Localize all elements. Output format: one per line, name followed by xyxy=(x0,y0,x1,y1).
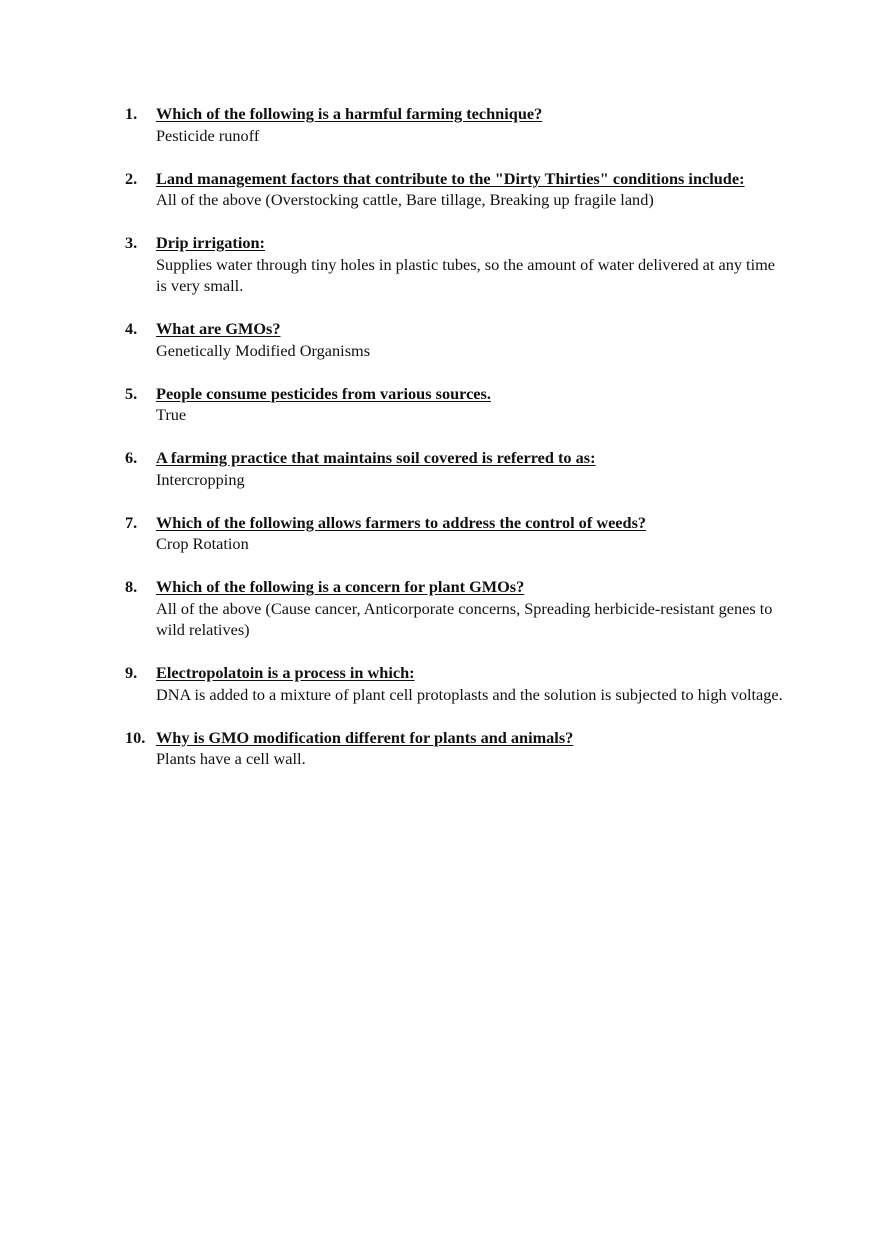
question-text: What are GMOs? xyxy=(156,319,281,338)
answer-text: All of the above (Cause cancer, Anticorporate concerns, Spreading herbicide-resistant genes to wild relatives) xyxy=(156,598,773,639)
answer-text: Intercropping xyxy=(156,469,245,489)
question-item-7 xyxy=(125,512,785,555)
question-number: 9. xyxy=(125,663,138,682)
answer-text: Genetically Modified Organisms xyxy=(156,340,371,360)
question-item-5 xyxy=(125,383,785,426)
question-item-1 xyxy=(125,103,785,146)
question-text: Which of the following is a harmful farming technique? xyxy=(156,104,543,123)
question-number: 4. xyxy=(125,319,138,338)
answer-text: All of the above (Overstocking cattle, Bare tillage, Breaking up fragile land) xyxy=(156,190,654,209)
question-text: People consume pesticides from various sources. xyxy=(156,383,491,403)
question-number: 7. xyxy=(125,512,138,532)
question-text: Which of the following allows farmers to address the control of weeds? xyxy=(156,512,647,532)
question-number: 1. xyxy=(125,104,138,123)
question-item-3 xyxy=(125,232,785,297)
question-text: Why is GMO modification different for plants and animals? xyxy=(156,727,574,747)
answer-text: Crop Rotation xyxy=(156,534,249,553)
question-number: 5. xyxy=(125,383,138,403)
question-item-8 xyxy=(125,576,785,641)
answer-text: DNA is added to a mixture of plant cell protoplasts and the solution is subjected to high voltage. xyxy=(156,684,783,704)
question-item-10 xyxy=(125,727,785,770)
question-item-6 xyxy=(125,447,785,490)
question-number: 3. xyxy=(125,233,138,252)
question-text: Drip irrigation: xyxy=(156,233,265,252)
answer-text: Plants have a cell wall. xyxy=(156,749,306,768)
question-number: 8. xyxy=(125,577,138,596)
question-item-2 xyxy=(125,168,785,211)
question-text: A farming practice that maintains soil covered is referred to as: xyxy=(156,448,596,467)
answer-text: True xyxy=(156,405,187,424)
question-number: 10. xyxy=(125,727,146,747)
question-item-9 xyxy=(125,662,785,705)
question-list xyxy=(125,103,785,791)
question-text: Electropolatoin is a process in which: xyxy=(156,663,415,682)
question-text: Which of the following is a concern for plant GMOs? xyxy=(156,577,525,596)
answer-text: Pesticide runoff xyxy=(156,125,260,145)
question-item-4 xyxy=(125,318,785,361)
question-text: Land management factors that contribute to the "Dirty Thirties" conditions include: xyxy=(156,168,745,188)
question-number: 6. xyxy=(125,448,138,467)
question-number: 2. xyxy=(125,168,138,188)
answer-text: Supplies water through tiny holes in plastic tubes, so the amount of water delivered at any time is very small. xyxy=(156,254,775,295)
